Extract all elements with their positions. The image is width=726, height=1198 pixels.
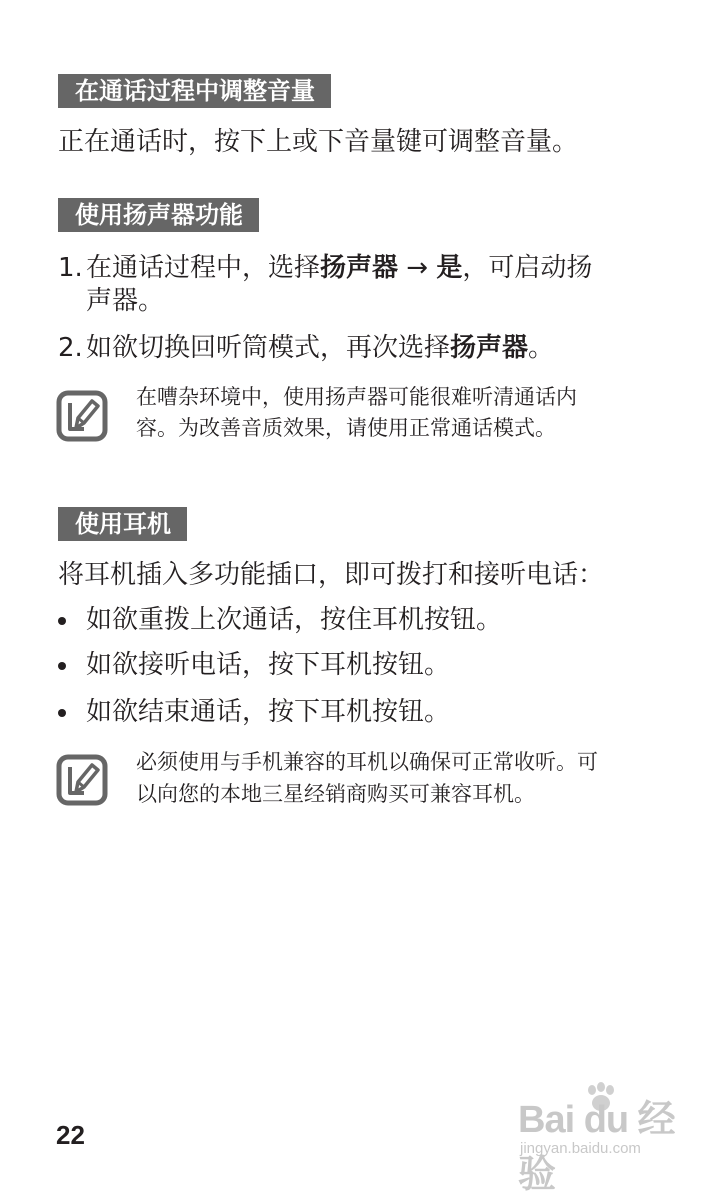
section-heading-volume: 在通话过程中调整音量 [58,74,331,108]
arrow-icon: → [398,253,437,283]
watermark-logo-text: Bai du 经验 [518,1099,675,1196]
list-item-text: 如欲重拨上次通话，按住耳机按钮。 [86,605,503,635]
bullet-icon [58,662,66,670]
step-1-continuation: 声器。 [86,286,165,316]
step-2-text-post: 。 [528,333,555,363]
list-item-text: 如欲接听电话，按下耳机按钮。 [86,650,451,680]
watermark-url: jingyan.baidu.com [520,1140,641,1157]
bullet-icon [58,617,66,625]
speaker-note-line-1: 在嘈杂环境中，使用扬声器可能很难听清通话内 [136,385,577,409]
step-1-text-post: ，可启动扬 [462,253,593,283]
list-item-text: 如欲结束通话，按下耳机按钮。 [86,697,451,727]
section-heading-headset: 使用耳机 [58,507,187,541]
baidu-watermark [518,1082,688,1196]
step-1-number: 1. [58,253,83,283]
volume-instruction: 正在通话时，按下上或下音量键可调整音量。 [58,127,579,157]
speaker-note-line-2: 容。为改善音质效果，请使用正常通话模式。 [136,416,556,440]
step-1-speaker-label: 扬声器 [320,253,399,283]
page-number: 22 [56,1120,85,1150]
headset-note-line-2: 以向您的本地三星经销商购买可兼容耳机。 [136,782,535,806]
headset-note-line-1: 必须使用与手机兼容的耳机以确保可正常收听。可 [136,750,598,774]
step-1-text-pre: 在通话过程中，选择 [86,253,321,283]
bullet-icon [58,709,66,717]
step-2 [58,330,555,366]
note-icon [56,754,108,806]
headset-intro: 将耳机插入多功能插口，即可拨打和接听电话： [58,560,605,590]
step-1 [58,250,593,286]
section-heading-speaker: 使用扬声器功能 [58,198,259,232]
note-icon [56,390,108,442]
step-2-number: 2. [58,333,83,363]
step-1-yes-label: 是 [436,253,463,283]
step-2-speaker-label: 扬声器 [450,333,529,363]
step-2-text-pre: 如欲切换回听筒模式，再次选择 [86,333,451,363]
